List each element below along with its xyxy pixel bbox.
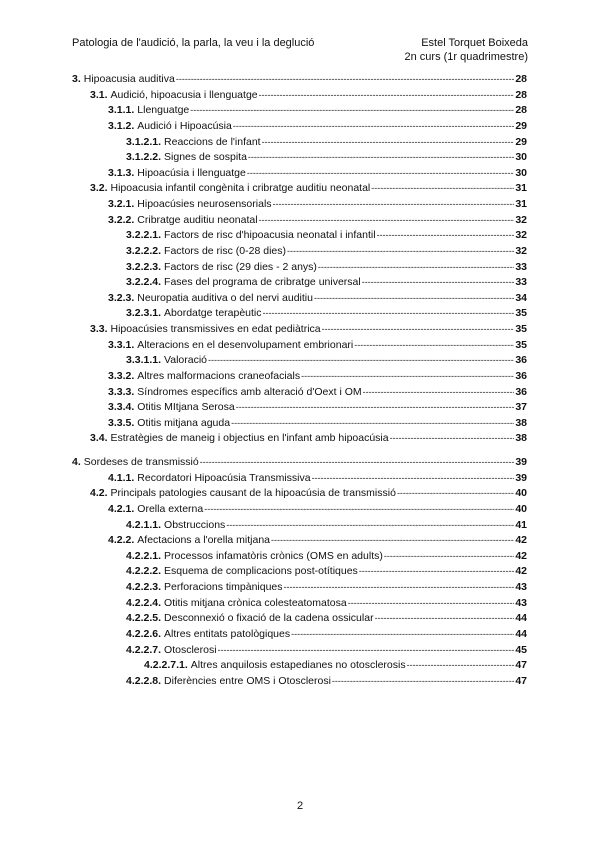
- toc-entry-title: Signes de sospita: [164, 151, 247, 164]
- toc-entry-number: 3.2.2.4.: [126, 276, 162, 289]
- toc-entry[interactable]: [72, 580, 527, 596]
- toc-entry-title: Cribratge auditiu neonatal: [137, 213, 258, 226]
- toc-entry-title: Factors de risc (0-28 dies): [164, 244, 286, 257]
- toc-entry-title: Hipoacúsia i llenguatge: [137, 166, 246, 179]
- dot-leader: [248, 150, 514, 166]
- dot-leader: [377, 228, 514, 244]
- dot-leader: [314, 291, 514, 307]
- toc-entry-title: Desconnexió o fixació de la cadena ossicular: [164, 612, 374, 625]
- toc-entry-page: 28: [515, 73, 527, 85]
- toc-entry-page: 33: [515, 260, 527, 273]
- dot-leader: [204, 502, 514, 518]
- toc-entry-page: 28: [515, 88, 527, 101]
- toc-entry-title: Factors de risc (29 dies - 2 anys): [164, 260, 317, 273]
- toc-entry-number: 4.2.2.8.: [126, 674, 162, 687]
- toc-entry-number: 3.2.1.: [108, 198, 135, 210]
- toc-entry[interactable]: [72, 166, 527, 182]
- toc-entry-page: 29: [515, 119, 527, 132]
- toc-entry-number: 3.3.2.: [108, 369, 135, 382]
- toc-entry-page: 29: [515, 135, 527, 148]
- toc-entry-number: 3.1.2.1.: [126, 135, 162, 148]
- dot-leader: [287, 244, 514, 260]
- dot-leader: [263, 306, 514, 322]
- toc-entry-page: 28: [515, 104, 527, 117]
- toc-entry-title: Recordatori Hipoacúsia Transmissiva: [137, 471, 311, 484]
- toc-entry[interactable]: [72, 533, 527, 549]
- toc-entry-page: 43: [515, 581, 527, 593]
- dot-leader: [359, 564, 514, 580]
- toc-entry[interactable]: [72, 228, 527, 244]
- toc-entry[interactable]: [72, 197, 527, 213]
- toc-entry[interactable]: [72, 674, 527, 690]
- toc-entry-title: Hipoacúsies transmissives en edat pediàtrica: [110, 323, 321, 335]
- toc-entry-page: 38: [515, 432, 527, 445]
- dot-leader: [348, 596, 514, 612]
- toc-entry-title: Orella externa: [137, 502, 204, 515]
- dot-leader: [301, 369, 514, 385]
- toc-entry-page: 31: [515, 198, 527, 210]
- dot-leader: [312, 471, 514, 487]
- toc-entry-number: 4.2.: [90, 487, 108, 500]
- toc-entry-title: Audició i Hipoacúsia: [137, 119, 232, 132]
- toc-entry-page: 44: [515, 612, 527, 625]
- dot-leader: [218, 643, 514, 659]
- toc-entry-title: Audició, hipoacusia i llenguatge: [110, 88, 258, 101]
- dot-leader: [273, 197, 514, 213]
- dot-leader: [200, 455, 514, 471]
- toc-entry-page: 39: [515, 471, 527, 484]
- toc-entry[interactable]: [72, 643, 527, 659]
- toc-entry-number: 4.2.2.5.: [126, 612, 162, 625]
- toc-entry-page: 47: [515, 674, 527, 687]
- toc-entry-title: Factors de risc d'hipoacusia neonatal i infantil: [164, 229, 376, 242]
- toc-entry-title: Síndromes específics amb alteració d'Oext i OM: [137, 385, 362, 398]
- toc-entry[interactable]: [72, 119, 527, 135]
- course-info: 2n curs (1r quadrimestre): [404, 51, 528, 63]
- toc-entry[interactable]: [72, 611, 527, 627]
- toc-entry-number: 3.3.3.: [108, 385, 135, 398]
- toc-entry-page: 44: [515, 627, 527, 640]
- toc-entry-number: 4.1.1.: [108, 471, 135, 484]
- toc-entry-number: 3.: [72, 73, 81, 85]
- toc-entry[interactable]: [72, 502, 527, 518]
- dot-leader: [322, 322, 514, 338]
- toc-entry-number: 3.2.3.1.: [126, 307, 162, 320]
- toc-entry-title: Abordatge terapèutic: [164, 307, 262, 320]
- toc-entry-title: Llenguatge: [137, 104, 190, 117]
- toc-entry-page: 35: [515, 338, 527, 351]
- toc-entry-title: Esquema de complicacions post-otítiques: [164, 565, 358, 578]
- toc-entry-title: Diferències entre OMS i Otosclerosi: [164, 674, 331, 687]
- toc-entry-number: 4.2.1.1.: [126, 518, 162, 531]
- toc-entry[interactable]: [72, 549, 527, 565]
- toc-entry-page: 40: [515, 487, 527, 500]
- toc-entry-title: Otosclerosi: [164, 643, 217, 656]
- toc-entry-page: 31: [515, 182, 527, 195]
- toc-entry-number: 3.1.1.: [108, 104, 135, 117]
- toc-entry-number: 3.1.2.2.: [126, 151, 162, 164]
- toc-entry-page: 36: [515, 354, 527, 367]
- toc-entry-page: 35: [515, 323, 527, 335]
- toc-entry[interactable]: [72, 275, 527, 291]
- toc-entry-title: Obstruccions: [164, 518, 226, 531]
- dot-leader: [208, 353, 514, 369]
- page-number: 2: [296, 800, 304, 812]
- toc-entry[interactable]: [72, 564, 527, 580]
- toc-entry-title: Neuropatia auditiva o del nervi auditiu: [137, 291, 313, 304]
- toc-entry-title: Hipoacusia infantil congènita i cribratge auditiu neonatal: [110, 182, 371, 195]
- toc-entry-number: 3.2.2.3.: [126, 260, 162, 273]
- toc-entry-page: 42: [515, 549, 527, 562]
- toc-entry-number: 4.2.2.2.: [126, 565, 162, 578]
- toc-entry-page: 32: [515, 244, 527, 257]
- toc-entry-title: Altres anquilosis estapedianes no otosclerosis: [190, 659, 406, 672]
- toc-entry[interactable]: [72, 213, 527, 229]
- dot-leader: [363, 385, 514, 401]
- toc-entry-number: 3.3.4.: [108, 401, 135, 414]
- toc-entry-number: 3.2.2.2.: [126, 244, 162, 257]
- toc-entry-number: 3.1.3.: [108, 166, 135, 179]
- toc-entry[interactable]: [72, 135, 527, 151]
- toc-entry-title: Hipoacusia auditiva: [83, 73, 175, 85]
- toc-entry[interactable]: [72, 244, 527, 260]
- dot-leader: [362, 275, 514, 291]
- toc-entry-page: 32: [515, 229, 527, 242]
- toc-entry[interactable]: [72, 353, 527, 369]
- dot-leader: [390, 431, 514, 447]
- toc-entry-page: 33: [515, 276, 527, 289]
- toc-entry-title: Fases del programa de cribratge universal: [164, 276, 361, 289]
- dot-leader: [407, 658, 514, 674]
- dot-leader: [231, 416, 514, 432]
- toc-entry-number: 3.4.: [90, 432, 108, 445]
- toc-entry-page: 35: [515, 307, 527, 320]
- toc-entry[interactable]: [72, 306, 527, 322]
- toc-entry-page: 36: [515, 369, 527, 382]
- dot-leader: [262, 135, 514, 151]
- dot-leader: [291, 627, 514, 643]
- toc-entry-title: Valoració: [164, 354, 208, 367]
- table-of-contents: [72, 72, 527, 689]
- toc-entry-number: 4.2.2.: [108, 534, 135, 547]
- toc-entry[interactable]: [72, 400, 527, 416]
- toc-entry-number: 3.3.1.: [108, 338, 135, 351]
- toc-entry-number: 3.3.1.1.: [126, 354, 162, 367]
- dot-leader: [284, 580, 514, 596]
- toc-entry[interactable]: [72, 455, 527, 471]
- toc-entry[interactable]: [72, 627, 527, 643]
- dot-leader: [259, 88, 514, 104]
- toc-entry-page: 39: [515, 456, 527, 468]
- toc-entry-title: Principals patologies causant de la hipoacúsia de transmissió: [110, 487, 396, 500]
- toc-entry-title: Otitis MItjana Serosa: [137, 401, 235, 414]
- dot-leader: [397, 486, 514, 502]
- author-name: Estel Torquet Boixeda: [421, 37, 528, 49]
- toc-entry-page: 43: [515, 596, 527, 609]
- toc-entry-page: 45: [515, 643, 527, 656]
- dot-leader: [190, 103, 514, 119]
- toc-entry-number: 3.2.: [90, 182, 108, 195]
- toc-entry-title: Altres entitats patològiques: [164, 627, 291, 640]
- toc-entry-page: 47: [515, 659, 527, 672]
- toc-entry-title: Sordeses de transmissió: [83, 456, 199, 468]
- toc-entry-page: 34: [515, 291, 527, 304]
- toc-entry[interactable]: [72, 431, 527, 447]
- toc-entry-number: 3.2.3.: [108, 291, 135, 304]
- toc-entry[interactable]: [72, 103, 527, 119]
- toc-entry-page: 41: [515, 518, 527, 531]
- toc-entry-number: 4.2.2.7.: [126, 643, 162, 656]
- dot-leader: [371, 181, 514, 197]
- toc-entry-number: 4.: [72, 456, 81, 468]
- toc-entry-number: 4.2.1.: [108, 502, 135, 515]
- toc-entry[interactable]: [72, 486, 527, 502]
- toc-entry[interactable]: [72, 322, 527, 338]
- toc-entry[interactable]: [72, 338, 527, 354]
- toc-entry[interactable]: [72, 181, 527, 197]
- toc-entry[interactable]: [72, 291, 527, 307]
- toc-entry[interactable]: [72, 260, 527, 276]
- toc-entry-title: Alteracions en el desenvolupament embrionari: [137, 338, 354, 351]
- toc-entry[interactable]: [72, 150, 527, 166]
- toc-entry-number: 3.3.5.: [108, 416, 135, 429]
- dot-leader: [236, 400, 514, 416]
- dot-leader: [233, 119, 514, 135]
- toc-entry-page: 32: [515, 213, 527, 226]
- toc-entry[interactable]: [72, 72, 527, 88]
- toc-entry-number: 3.2.2.1.: [126, 229, 162, 242]
- dot-leader: [247, 166, 514, 182]
- toc-entry[interactable]: [72, 369, 527, 385]
- toc-entry[interactable]: [72, 416, 527, 432]
- toc-entry[interactable]: [72, 88, 527, 104]
- toc-entry-title: Hipoacúsies neurosensorials: [137, 198, 272, 210]
- dot-leader: [318, 260, 514, 276]
- toc-entry-number: 4.2.2.6.: [126, 627, 162, 640]
- toc-entry-page: 40: [515, 502, 527, 515]
- toc-entry-number: 3.3.: [90, 323, 108, 335]
- dot-leader: [271, 533, 514, 549]
- toc-entry-title: Otitis mitjana crònica colesteatomatosa: [164, 596, 347, 609]
- dot-leader: [332, 674, 514, 690]
- toc-entry-page: 30: [515, 166, 527, 179]
- toc-entry-page: 30: [515, 151, 527, 164]
- toc-entry[interactable]: [72, 385, 527, 401]
- toc-entry[interactable]: [72, 471, 527, 487]
- toc-entry-page: 42: [515, 534, 527, 547]
- toc-entry-page: 37: [515, 401, 527, 414]
- toc-entry-number: 4.2.2.4.: [126, 596, 162, 609]
- toc-entry-title: Processos infamatòris crònics (OMS en adults): [164, 549, 383, 562]
- toc-entry[interactable]: [72, 658, 527, 674]
- toc-entry-title: Perforacions timpàniques: [164, 581, 283, 593]
- toc-entry-page: 38: [515, 416, 527, 429]
- running-header-author: [405, 36, 529, 64]
- running-header-title: Patologia de l'audició, la parla, la veu i la deglució: [72, 37, 315, 49]
- toc-entry-number: 4.2.2.7.1.: [144, 659, 188, 672]
- dot-leader: [354, 338, 514, 354]
- toc-entry-number: 3.2.2.: [108, 213, 135, 226]
- toc-entry-title: Estratègies de maneig i objectius en l'infant amb hipoacúsia: [110, 432, 389, 445]
- dot-leader: [259, 213, 514, 229]
- toc-entry-page: 42: [515, 565, 527, 578]
- toc-entry-title: Altres malformacions craneofacials: [137, 369, 301, 382]
- toc-entry-page: 36: [515, 385, 527, 398]
- toc-entry-number: 3.1.2.: [108, 119, 135, 132]
- toc-entry[interactable]: [72, 518, 527, 534]
- toc-entry-number: 4.2.2.3.: [126, 581, 162, 593]
- toc-entry[interactable]: [72, 596, 527, 612]
- dot-leader: [176, 72, 514, 88]
- toc-entry-title: Otitis mitjana aguda: [137, 416, 231, 429]
- toc-entry-title: Afectacions a l'orella mitjana: [137, 534, 271, 547]
- dot-leader: [375, 611, 514, 627]
- toc-entry-number: 4.2.2.1.: [126, 549, 162, 562]
- toc-entry-title: Reaccions de l'infant: [164, 135, 261, 148]
- dot-leader: [226, 518, 514, 534]
- dot-leader: [384, 549, 514, 565]
- toc-entry-number: 3.1.: [90, 88, 108, 101]
